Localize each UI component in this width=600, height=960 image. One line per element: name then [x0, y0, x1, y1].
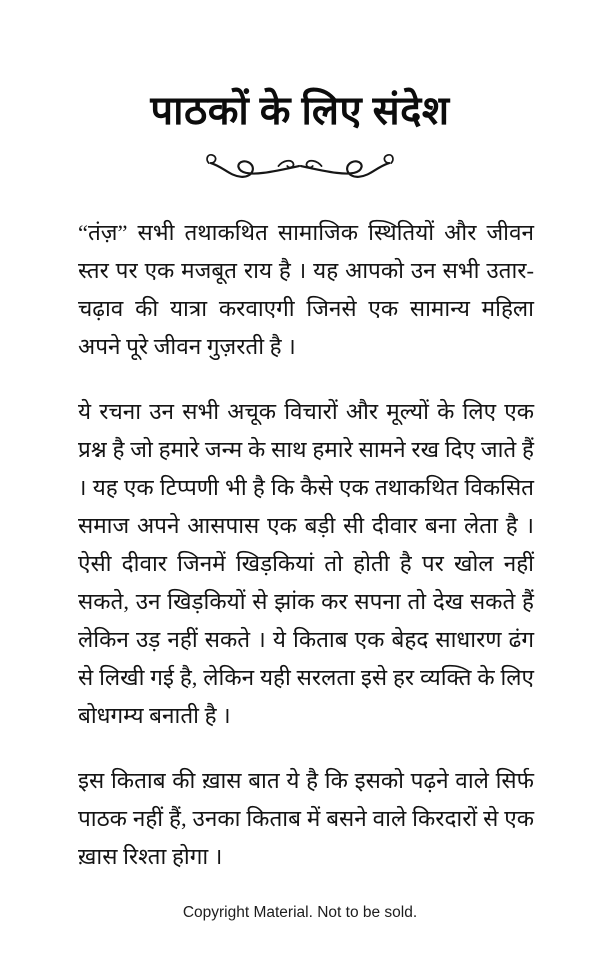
paragraph-1: “तंज़” सभी तथाकथित सामाजिक स्थितियों और जीवन स्तर पर एक मजबूत राय है । यह आपको उन सभी उतार-चढ़ाव की यात्रा करवाएगी जिनसे एक सामान्य महिला अपने पूरे जीवन गुज़रती है ।: [78, 220, 534, 359]
copyright-footer: Copyright Material. Not to be sold.: [182, 904, 418, 921]
paragraph-3: इस किताब की ख़ास बात ये है कि इसको पढ़ने वाले सिर्फ पाठक नहीं हैं, उनका किताब में बसने वाले किरदारों से एक ख़ास रिश्ता होगा ।: [78, 768, 534, 869]
page-title: पाठकों के लिए संदेश: [150, 88, 450, 133]
paragraph-2: ये रचना उन सभी अचूक विचारों और मूल्यों के लिए एक प्रश्न है जो हमारे जन्म के साथ हमारे सामने रख दिए जाते हैं । यह एक टिप्पणी भी है कि कैसे एक तथाकथित विकसित समाज अपने आसपास एक बड़ी सी दीवार बना लेता है । ऐसी दीवार जिनमें खिड़कियां तो होती है पर खोल नहीं सकते, उन खिड़कियों से झांक कर सपना तो देख सकते हैं लेकिन उड़ नहीं सकते । ये किताब एक बेहद साधारण ढंग से लिखी गई है, लेकिन यही सरलता इसे हर व्यक्ति के लिए बोधगम्य बनाती है ।: [78, 399, 534, 728]
body-text-block: [78, 214, 534, 876]
flourish-divider-container: [0, 150, 600, 186]
flourish-divider-icon: [202, 150, 398, 184]
